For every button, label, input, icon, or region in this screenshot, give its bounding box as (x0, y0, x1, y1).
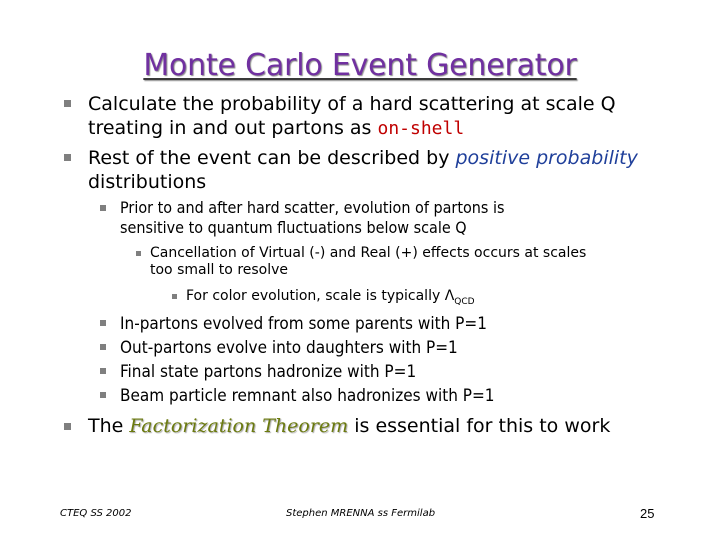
bullet-marker (64, 100, 71, 107)
bullet-marker (172, 294, 177, 299)
slide-title: Monte Carlo Event Generator (143, 48, 577, 83)
bullet-beam-remnant (120, 384, 680, 408)
bullet-rest-of-event (88, 146, 698, 194)
bullet-factorization (88, 414, 698, 438)
page-number: 25 (640, 506, 655, 521)
bullet-text-tail: is essential for this to work (348, 415, 611, 437)
bullet-hard-scattering (88, 92, 698, 141)
factorization-theorem-term: Factorization Theorem (129, 415, 349, 437)
bullet-marker (100, 392, 106, 398)
footer-left: CTEQ SS 2002 (60, 508, 132, 519)
bullet-marker (100, 368, 106, 374)
bullet-marker (64, 423, 71, 430)
bullet-text: Out-partons evolve into daughters with P=1 (120, 338, 458, 358)
footer-center: Stephen MRENNA ss Fermilab (286, 508, 436, 519)
bullet-text: Beam particle remnant also hadronizes with P=1 (120, 386, 495, 406)
bullet-color-evolution (186, 288, 666, 311)
bullet-final-state (120, 360, 680, 384)
bullet-prior-after-hard-scatter (120, 198, 680, 238)
bullet-text: Final state partons hadronize with P=1 (120, 362, 417, 382)
bullet-marker (64, 154, 71, 161)
bullet-marker (100, 320, 106, 326)
lambda-subscript: QCD (454, 296, 475, 307)
bullet-marker (100, 344, 106, 350)
bullet-text: Rest of the event can be described by (88, 147, 456, 169)
bullet-text: Cancellation of Virtual (-) and Real (+) effects occurs at scales (150, 245, 587, 261)
bullet-marker (136, 251, 141, 256)
bullet-text-line2: treating in and out partons as (88, 117, 378, 139)
bullet-text-line2: too small to resolve (150, 262, 289, 278)
bullet-cancellation (150, 245, 670, 279)
on-shell-term: on-shell (377, 118, 465, 139)
bullet-text: In-partons evolved from some parents with P=1 (120, 314, 487, 334)
bullet-marker (100, 205, 106, 211)
bullet-text: Prior to and after hard scatter, evolution of partons is (120, 198, 505, 217)
bullet-text-line2: distributions (88, 171, 207, 193)
bullet-text: For color evolution, scale is typically Λ (186, 288, 455, 304)
positive-probability-term: positive probability (455, 147, 638, 169)
bullet-text: Calculate the probability of a hard scattering at scale Q (88, 93, 616, 115)
bullet-in-partons (120, 312, 680, 336)
bullet-out-partons (120, 336, 680, 360)
bullet-text-line2: sensitive to quantum fluctuations below scale Q (120, 218, 467, 237)
bullet-text: The (88, 415, 130, 437)
